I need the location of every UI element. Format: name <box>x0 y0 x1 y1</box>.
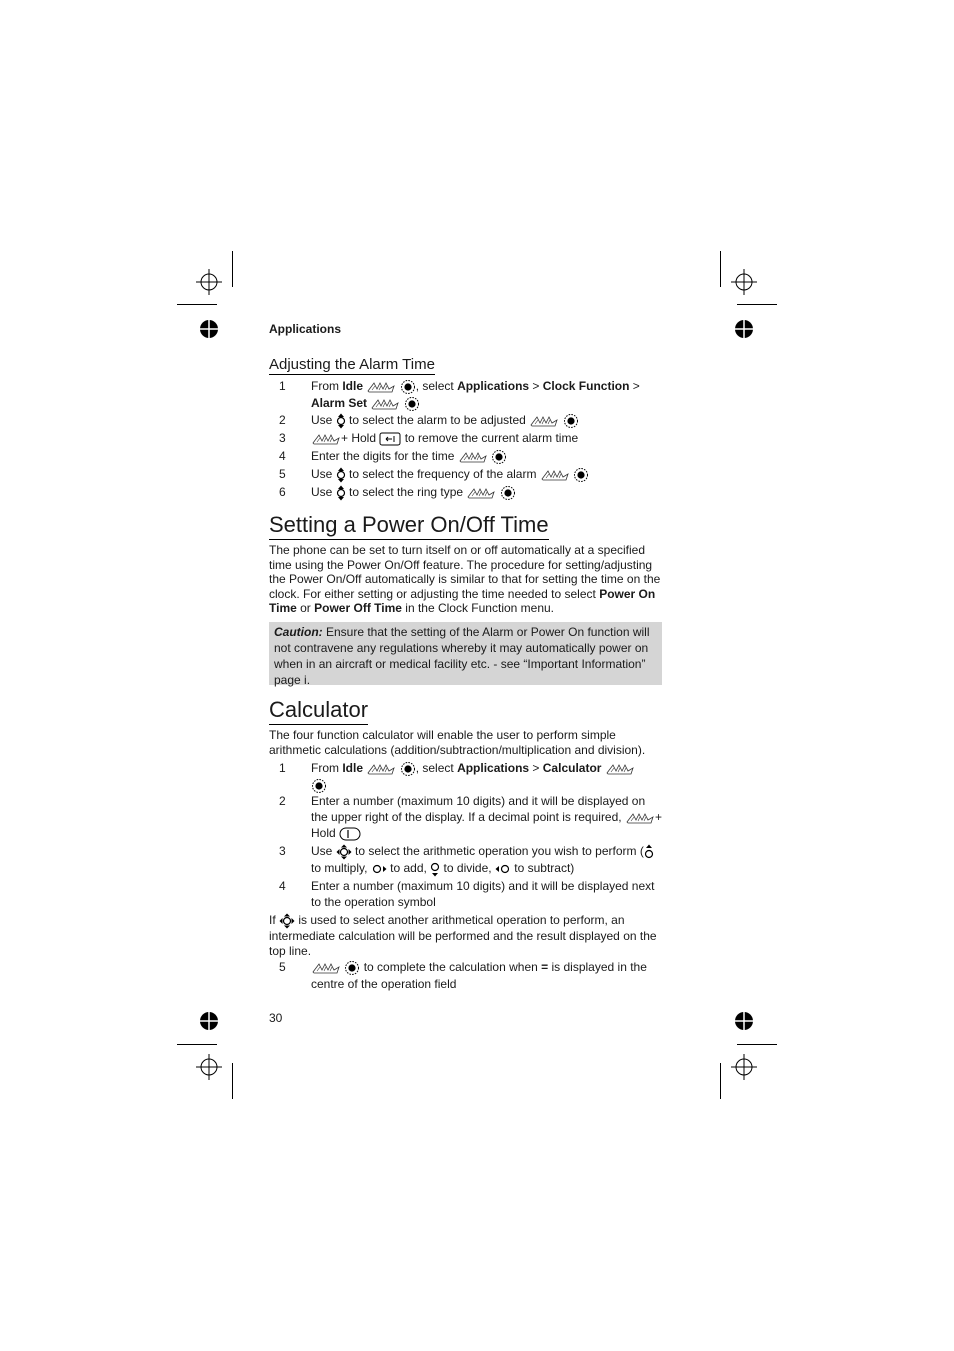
crop-mark <box>720 1063 721 1099</box>
caution-box <box>269 622 662 685</box>
softkey-hand-icon <box>605 762 635 776</box>
section-heading-power: Setting a Power On/Off Time <box>269 512 549 540</box>
crop-mark <box>177 304 217 305</box>
navigation-four-way-icon <box>279 913 295 929</box>
calc-step-3: 3 Use to select the arithmetic operation you wish to perform ( to multiply, to add, to divide, to subtract) <box>269 843 663 877</box>
ok-key-icon <box>404 396 420 412</box>
softkey-hand-icon <box>529 414 559 428</box>
softkey-hand-icon <box>366 380 396 394</box>
navigation-up-down-icon <box>336 485 346 501</box>
alarm-step-5: 5 Use to select the frequency of the alarm <box>269 466 663 484</box>
calc-step-4: 4 Enter a number (maximum 10 digits) and it will be displayed next to the operation symbol <box>279 879 655 909</box>
alarm-step-2: 2 Use to select the alarm to be adjusted <box>269 412 663 430</box>
ok-key-icon <box>344 960 360 976</box>
crop-mark <box>232 1063 233 1099</box>
registration-dot-icon <box>734 1011 754 1031</box>
softkey-hand-icon <box>311 961 341 975</box>
softkey-hand-icon <box>370 397 400 411</box>
softkey-hand-icon <box>466 486 496 500</box>
registration-dot-icon <box>199 319 219 339</box>
softkey-hand-icon <box>625 811 655 825</box>
calculator-note: If is used to select another arithmetical operation to perform, an intermediate calculation will be performed and the result displayed on the top line. <box>269 913 657 958</box>
clear-key-icon <box>379 432 401 446</box>
crop-mark <box>720 251 721 287</box>
page-number: 30 <box>269 1011 283 1025</box>
navigation-left-icon <box>495 864 511 874</box>
alarm-step-3: 3 + Hold to remove the current alarm time <box>279 431 579 445</box>
section-heading-calculator: Calculator <box>269 697 368 725</box>
registration-dot-icon <box>734 319 754 339</box>
alarm-step-6: 6 Use to select the ring type <box>269 484 663 502</box>
ok-key-icon <box>311 778 327 794</box>
crop-mark <box>177 1044 217 1045</box>
softkey-hand-icon <box>366 762 396 776</box>
navigation-down-icon <box>430 861 440 877</box>
registration-mark-icon <box>731 1054 757 1080</box>
navigation-right-icon <box>371 864 387 874</box>
running-header: Applications <box>269 322 342 336</box>
softkey-hand-icon <box>311 432 341 446</box>
power-paragraph: The phone can be set to turn itself on or off automatically at a specified time using the Power On/Off feature. The procedure for setting/adjusting the Power On/Off automatically is similar to that for setting the time on the clock. For either setting or adjusting the time needed to select Power On Time or Power Off Time in the Clock Function menu. <box>269 543 661 615</box>
ok-key-icon <box>400 761 416 777</box>
registration-dot-icon <box>199 1011 219 1031</box>
navigation-up-icon <box>644 844 654 860</box>
ok-key-icon <box>573 467 589 483</box>
navigation-four-way-icon <box>336 844 352 860</box>
navigation-up-down-icon <box>336 467 346 483</box>
navigation-up-down-icon <box>336 413 346 429</box>
ok-key-icon <box>400 379 416 395</box>
caution-text: Ensure that the setting of the Alarm or Power On function will not contravene any regulations whereby it may automatically power on when in an aircraft or medical facility etc. - see “Important Information” page i. <box>274 625 650 687</box>
registration-mark-icon <box>196 1054 222 1080</box>
calc-step-2: 2 Enter a number (maximum 10 digits) and it will be displayed on the upper right of the display. If a decimal point is required, + Hold <box>279 794 662 840</box>
caution-label: Caution: <box>274 625 323 639</box>
softkey-hand-icon <box>458 450 488 464</box>
crop-mark <box>737 304 777 305</box>
registration-mark-icon <box>196 269 222 295</box>
key-1-icon <box>339 827 361 841</box>
registration-mark-icon <box>731 269 757 295</box>
ok-key-icon <box>491 449 507 465</box>
ok-key-icon <box>500 485 516 501</box>
crop-mark <box>232 251 233 287</box>
alarm-step-4: 4 Enter the digits for the time <box>269 448 663 466</box>
calc-step-1: 1 From Idle , select Applications > Calculator <box>269 760 663 794</box>
ok-key-icon <box>563 413 579 429</box>
softkey-hand-icon <box>540 468 570 482</box>
calc-step-5: 5 to complete the calculation when = is displayed in the centre of the operation field <box>279 960 647 991</box>
crop-mark <box>737 1044 777 1045</box>
alarm-step-1: 1 From Idle , select Applications > Clock Function > Alarm Set <box>279 379 640 410</box>
calculator-intro: The four function calculator will enable the user to perform simple arithmetic calculations (addition/subtraction/multiplication and division). <box>269 728 646 757</box>
section-heading-alarm: Adjusting the Alarm Time <box>269 356 435 373</box>
